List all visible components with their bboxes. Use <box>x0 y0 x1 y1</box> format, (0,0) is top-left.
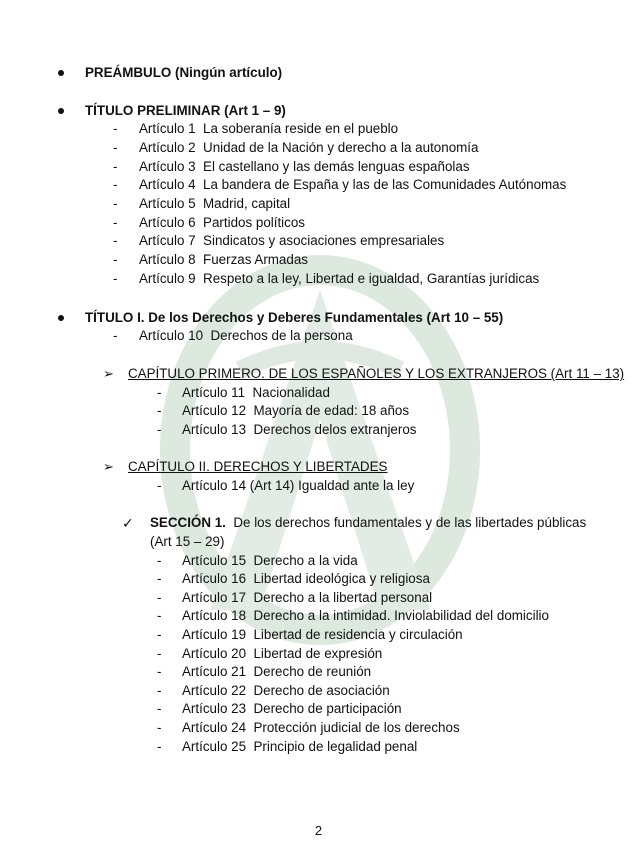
dash-icon: - <box>113 196 118 211</box>
dash-icon: - <box>113 252 118 267</box>
dash-icon: - <box>157 627 162 642</box>
capitulo-ii-heading: CAPÍTULO II. DERECHOS Y LIBERTADES <box>128 459 388 474</box>
dash-icon: - <box>157 683 162 698</box>
dash-icon: - <box>113 177 118 192</box>
seccion-1-heading: SECCIÓN 1. De los derechos fundamentales y de las libertades públicas <box>150 515 587 530</box>
list-item: Artículo 12 Mayoría de edad: 18 años <box>182 403 410 418</box>
capitulo-primero-heading: CAPÍTULO PRIMERO. DE LOS ESPAÑOLES Y LOS EXTRANJEROS (Art 11 – 13) <box>128 366 625 381</box>
dash-icon: - <box>157 422 162 437</box>
titulo-preliminar-heading: TÍTULO PRELIMINAR (Art 1 – 9) <box>85 103 286 118</box>
dash-icon: - <box>157 739 162 754</box>
dash-icon: - <box>157 646 162 661</box>
arrow-bullet-icon: ➢ <box>103 459 114 474</box>
bullet-dot-icon <box>58 108 64 114</box>
list-item: Artículo 11 Nacionalidad <box>182 385 330 400</box>
list-item: Artículo 6 Partidos políticos <box>139 215 305 230</box>
dash-icon: - <box>157 701 162 716</box>
seccion-1-heading-line2: (Art 15 – 29) <box>150 534 225 549</box>
dash-icon: - <box>113 328 118 343</box>
list-item: Artículo 22 Derecho de asociación <box>182 683 390 698</box>
preambulo-heading: PREÁMBULO (Ningún artículo) <box>85 65 283 80</box>
dash-icon: - <box>157 385 162 400</box>
list-item: Artículo 15 Derecho a la vida <box>182 553 358 568</box>
dash-icon: - <box>113 159 118 174</box>
list-item: Artículo 19 Libertad de residencia y circulación <box>182 627 463 642</box>
list-item: Artículo 8 Fuerzas Armadas <box>139 252 308 267</box>
dash-icon: - <box>157 608 162 623</box>
bullet-dot-icon <box>58 315 64 321</box>
titulo-i-heading: TÍTULO I. De los Derechos y Deberes Fundamentales (Art 10 – 55) <box>85 310 504 325</box>
list-item: Artículo 24 Protección judicial de los derechos <box>182 720 460 735</box>
list-item: Artículo 25 Principio de legalidad penal <box>182 739 418 754</box>
list-item: Artículo 23 Derecho de participación <box>182 701 402 716</box>
list-item: Artículo 9 Respeto a la ley, Libertad e igualdad, Garantías jurídicas <box>139 271 540 286</box>
list-item: Artículo 1 La soberanía reside en el pueblo <box>139 121 399 136</box>
dash-icon: - <box>157 590 162 605</box>
list-item: Artículo 21 Derecho de reunión <box>182 664 372 679</box>
list-item: Artículo 18 Derecho a la intimidad. Inviolabilidad del domicilio <box>182 608 549 623</box>
list-item: Artículo 14 (Art 14) Igualdad ante la ley <box>182 478 415 493</box>
dash-icon: - <box>113 121 118 136</box>
dash-icon: - <box>157 720 162 735</box>
dash-icon: - <box>113 140 118 155</box>
dash-icon: - <box>113 215 118 230</box>
list-item: Artículo 5 Madrid, capital <box>139 196 291 211</box>
checkmark-bullet-icon: ✓ <box>122 515 134 531</box>
list-item: Artículo 17 Derecho a la libertad personal <box>182 590 433 605</box>
list-item: Artículo 4 La bandera de España y las de las Comunidades Autónomas <box>139 177 567 192</box>
dash-icon: - <box>157 478 162 493</box>
bullet-dot-icon <box>58 70 64 76</box>
dash-icon: - <box>157 664 162 679</box>
list-item: Artículo 20 Libertad de expresión <box>182 646 383 661</box>
list-item: Artículo 2 Unidad de la Nación y derecho a la autonomía <box>139 140 479 155</box>
dash-icon: - <box>157 403 162 418</box>
arrow-bullet-icon: ➢ <box>103 366 114 381</box>
dash-icon: - <box>113 233 118 248</box>
list-item: Artículo 7 Sindicatos y asociaciones empresariales <box>139 233 445 248</box>
list-item: Artículo 16 Libertad ideológica y religiosa <box>182 571 430 586</box>
page-number: 2 <box>314 823 323 838</box>
list-item: Artículo 3 El castellano y las demás lenguas españolas <box>139 159 470 174</box>
dash-icon: - <box>113 271 118 286</box>
dash-icon: - <box>157 553 162 568</box>
list-item: Artículo 10 Derechos de la persona <box>139 328 353 343</box>
dash-icon: - <box>157 571 162 586</box>
list-item: Artículo 13 Derechos delos extranjeros <box>182 422 417 437</box>
